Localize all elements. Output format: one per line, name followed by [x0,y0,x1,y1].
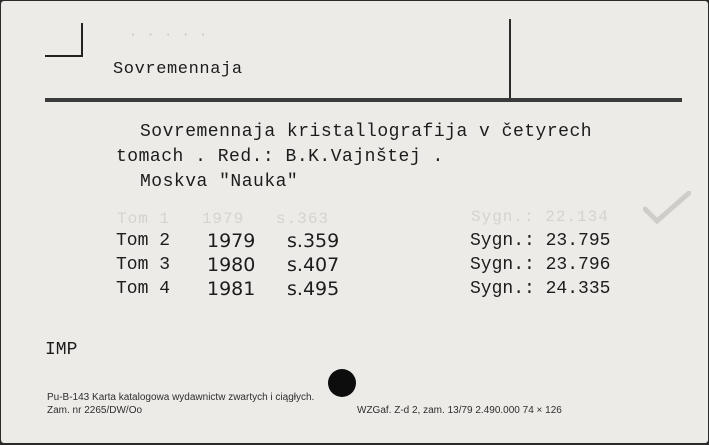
erased-sygn-line: Sygn.: 22.134 [471,208,609,226]
volume-4-tom: Tom 4 [116,279,171,299]
erased-volume-line: Tom 1 1979 s.363 [117,210,330,228]
footer-line-2-left: Zam. nr 2265/DW/Oo [47,405,143,416]
volume-2-pages: s.359 [287,230,340,252]
volume-2-sygn: Sygn.: 23.795 [470,231,611,251]
volume-4-pages: s.495 [287,278,340,300]
imp-mark: IMP [45,340,78,360]
title-line-3: Moskva "Nauka" [140,172,299,192]
corner-mark-vertical [81,23,83,56]
volume-4-sygn: Sygn.: 24.335 [470,279,611,299]
volume-3-sygn: Sygn.: 23.796 [470,255,611,275]
volume-4-year: 1981 [207,278,256,300]
volume-3-tom: Tom 3 [116,255,171,275]
catalog-card [1,1,708,443]
faint-erased-text: · · · · · [129,27,209,42]
footer-line-1: Pu-B-143 Karta katalogowa wydawnictw zwartych i ciągłych. [47,392,315,403]
title-line-1: Sovremennaja kristallografija v četyrech [140,122,593,142]
footer-line-2-right: WZGaf. Z-d 2, zam. 13/79 2.490.000 74 × 126 [357,405,562,416]
volume-3-year: 1980 [207,254,256,276]
volume-3-pages: s.407 [287,254,340,276]
horizontal-rule [45,98,682,102]
volume-2-year: 1979 [207,230,256,252]
volume-2-tom: Tom 2 [116,231,171,251]
title-line-2: tomach . Red.: B.K.Vajnštej . [116,147,444,167]
card-heading: Sovremennaja [113,60,243,79]
corner-mark-horizontal [45,55,83,57]
vertical-divider [509,19,511,101]
punch-hole [328,369,356,397]
faint-checkmark-icon [643,191,691,225]
